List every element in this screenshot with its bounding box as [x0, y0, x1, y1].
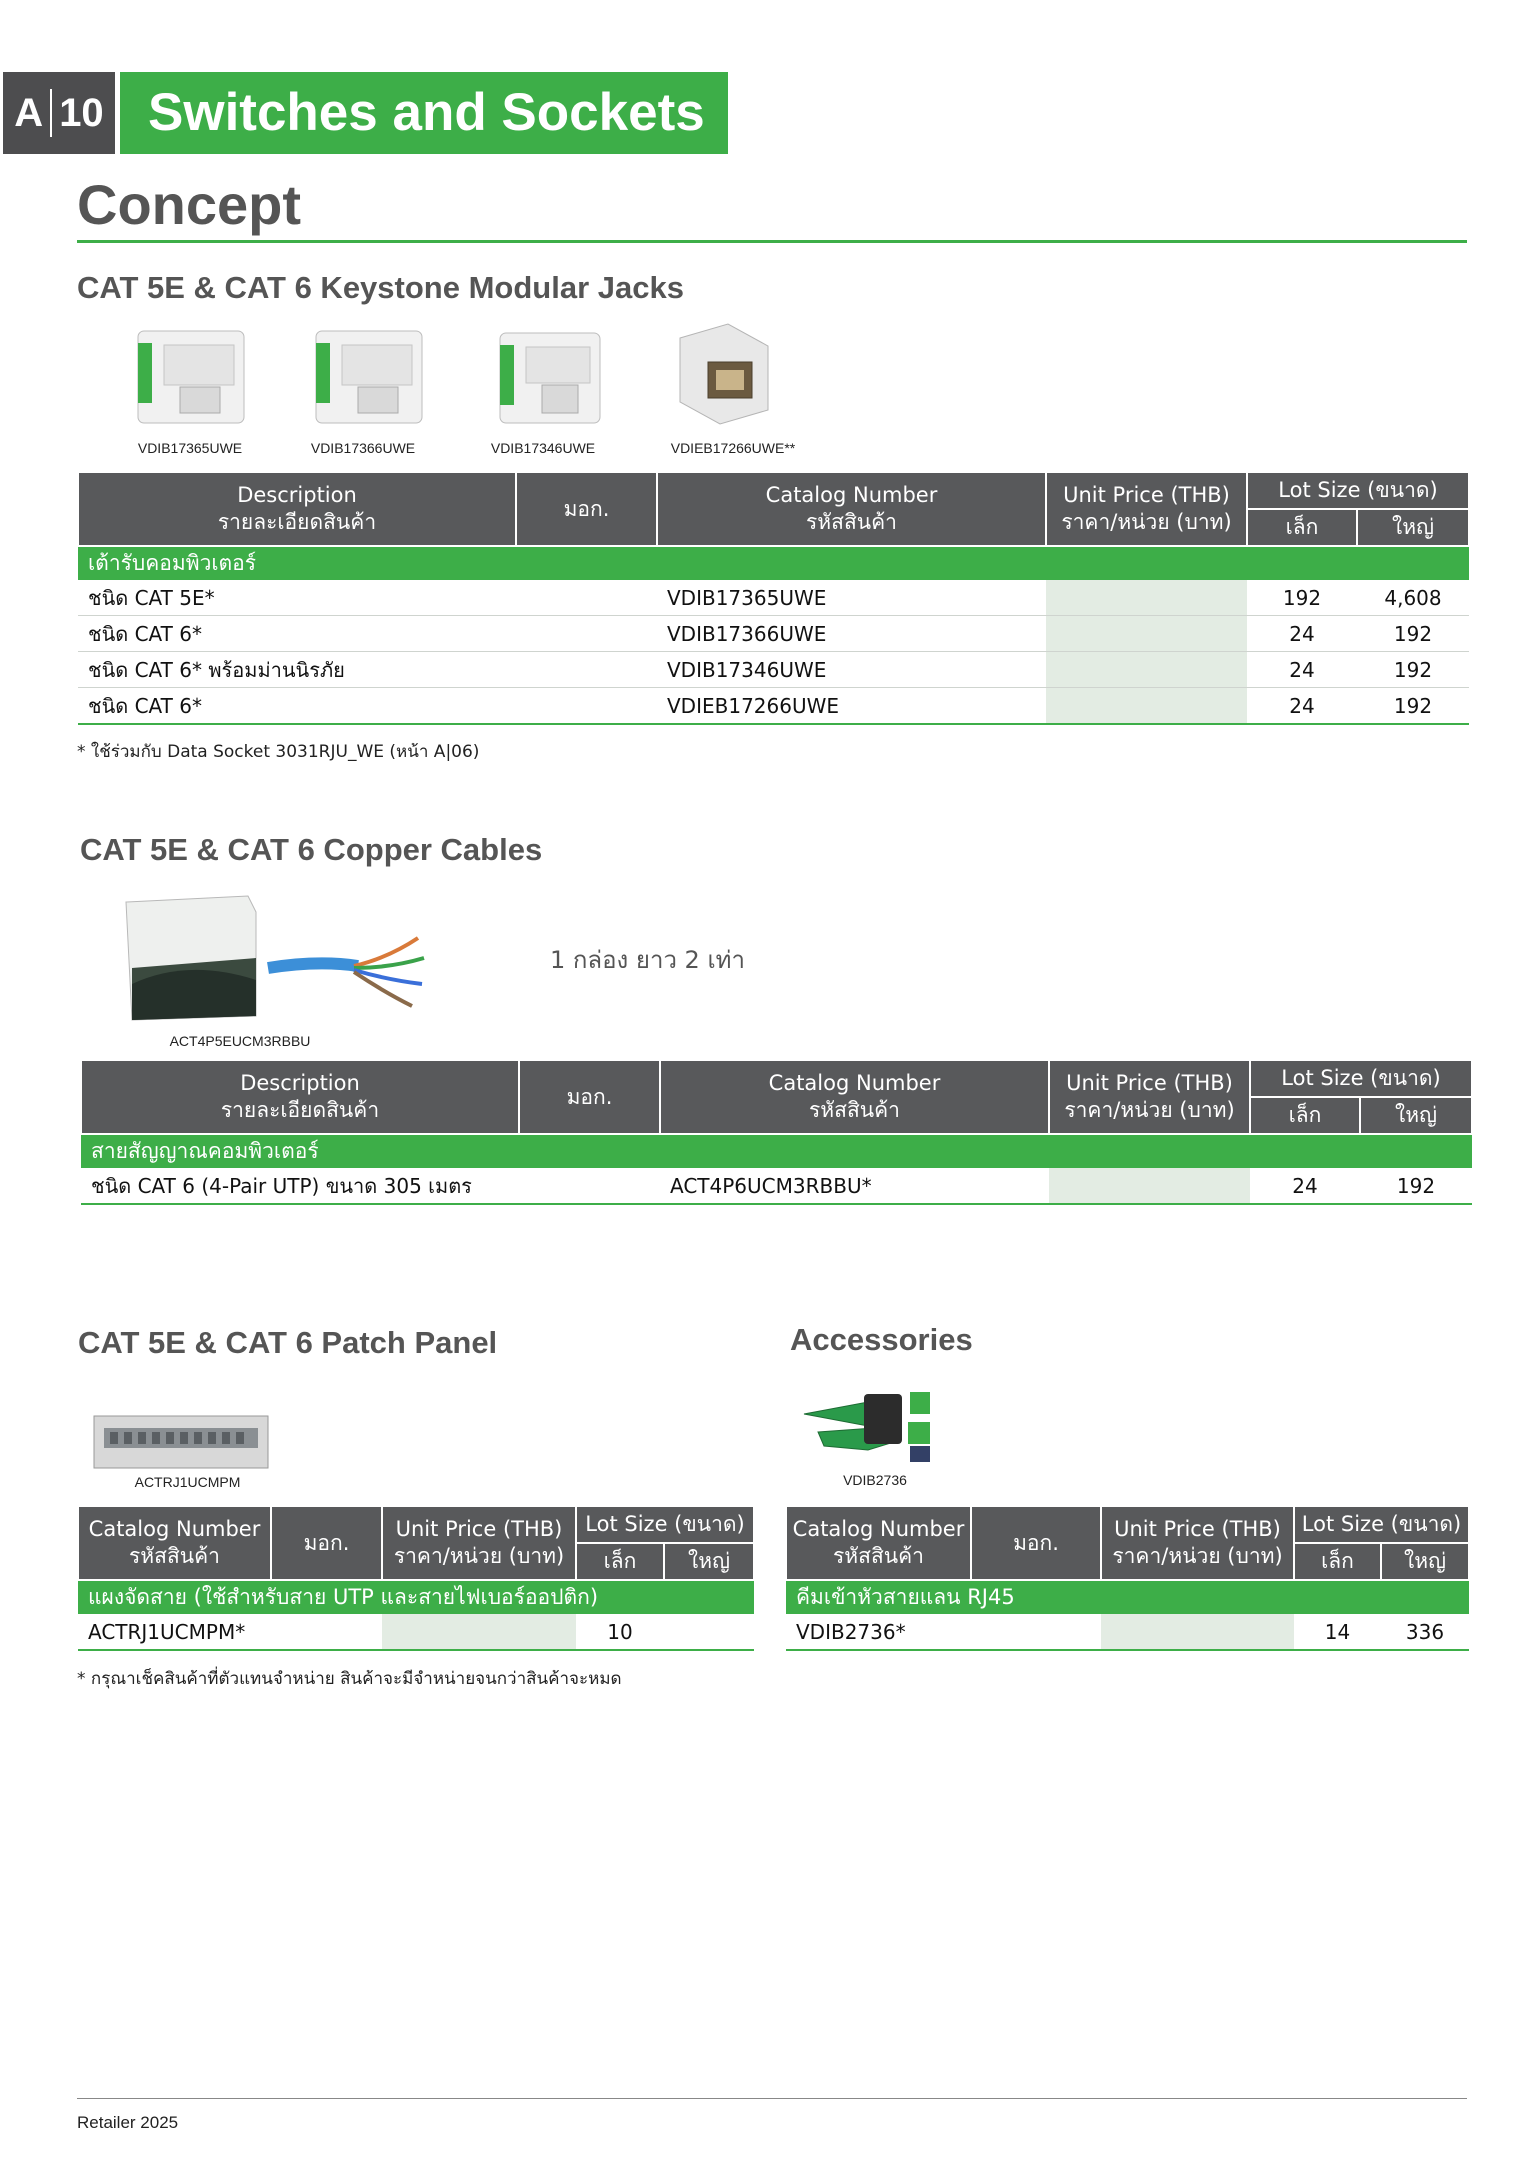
cell-large: 192: [1357, 616, 1469, 652]
patch-code: ACTRJ1UCMPM: [134, 1474, 241, 1490]
footer-text: Retailer 2025: [77, 2113, 179, 2132]
cell-description: ชนิด CAT 6 (4-Pair UTP) ขนาด 305 เมตร: [81, 1168, 519, 1204]
cell-price: [1046, 580, 1247, 616]
cell-price: [1046, 616, 1247, 652]
cell-description: ชนิด CAT 6*: [78, 616, 516, 652]
table-row: [81, 1168, 1472, 1204]
th-large: ใหญ่: [1360, 1097, 1472, 1134]
th-description: Description รายละเอียดสินค้า: [81, 1060, 519, 1134]
cables-table: [80, 1059, 1473, 1205]
table-row: [786, 1614, 1469, 1650]
cell-small: 24: [1247, 688, 1357, 725]
group-label: เต้ารับคอมพิวเตอร์: [78, 546, 1469, 580]
cell-price: [382, 1614, 576, 1650]
patch-panel-image: [90, 1410, 272, 1474]
cell-catalog: ACT4P6UCM3RBBU*: [660, 1168, 1049, 1204]
cables-section-title: CAT 5E & CAT 6 Copper Cables: [80, 832, 543, 867]
cable-box-image: [118, 888, 448, 1028]
box-length-note: 1 กล่อง ยาว 2 เท่า: [550, 946, 745, 974]
cell-catalog: ACTRJ1UCMPM*: [78, 1614, 271, 1650]
th-lot-size: Lot Size (ขนาด): [1250, 1060, 1472, 1097]
keystone-code-2: VDIB17366UWE: [310, 440, 416, 456]
page-title: Switches and Sockets: [120, 72, 728, 154]
footer-rule: [77, 2098, 1467, 2099]
cell-price: [1101, 1614, 1294, 1650]
table-row: [78, 616, 1469, 652]
th-small: เล็ก: [1250, 1097, 1360, 1134]
th-mok: มอก.: [271, 1506, 382, 1580]
group-label: คีมเข้าหัวสายแลน RJ45: [786, 1580, 1469, 1614]
cell-description: ชนิด CAT 5E*: [78, 580, 516, 616]
badge-divider: [50, 89, 52, 137]
cell-mok: [271, 1614, 382, 1650]
cell-small: 24: [1247, 616, 1357, 652]
section-letter: A: [14, 90, 44, 135]
keystone-jack-image-4: [668, 318, 780, 430]
table-row: [78, 652, 1469, 688]
cell-description: ชนิด CAT 6*: [78, 688, 516, 725]
accessory-code: VDIB2736: [843, 1472, 907, 1488]
cell-catalog: VDIB2736*: [786, 1614, 971, 1650]
patch-section-title: CAT 5E & CAT 6 Patch Panel: [78, 1325, 498, 1360]
cell-large: 336: [1381, 1614, 1469, 1650]
cell-mok: [516, 652, 657, 688]
th-lot-size: Lot Size (ขนาด): [576, 1506, 754, 1543]
cell-large: [664, 1614, 754, 1650]
cell-price: [1049, 1168, 1250, 1204]
th-catalog: Catalog Number รหัสสินค้า: [660, 1060, 1049, 1134]
keystone-jack-image-3: [490, 325, 612, 430]
th-price: Unit Price (THB) ราคา/หน่วย (บาท): [382, 1506, 576, 1580]
th-large: ใหญ่: [1357, 509, 1469, 546]
th-mok: มอก.: [516, 472, 657, 546]
keystone-jack-image-1: [130, 325, 252, 430]
keystone-code-3: VDIB17346UWE: [490, 440, 596, 456]
cell-small: 24: [1247, 652, 1357, 688]
th-mok: มอก.: [519, 1060, 660, 1134]
cell-small: 192: [1247, 580, 1357, 616]
th-price: Unit Price (THB) ราคา/หน่วย (บาท): [1046, 472, 1247, 546]
th-price: Unit Price (THB) ราคา/หน่วย (บาท): [1101, 1506, 1294, 1580]
title-rule: [77, 240, 1467, 243]
cell-catalog: VDIEB17266UWE: [657, 688, 1046, 725]
cell-catalog: VDIB17366UWE: [657, 616, 1046, 652]
group-label: สายสัญญาณคอมพิวเตอร์: [81, 1134, 1472, 1168]
cell-mok: [516, 616, 657, 652]
patch-table: [77, 1505, 755, 1651]
cell-large: 4,608: [1357, 580, 1469, 616]
cell-large: 192: [1357, 688, 1469, 725]
cell-small: 24: [1250, 1168, 1360, 1204]
keystone-footnote: * ใช้ร่วมกับ Data Socket 3031RJU_WE (หน้า A|06): [77, 742, 480, 762]
th-lot-size: Lot Size (ขนาด): [1247, 472, 1469, 509]
th-price: Unit Price (THB) ราคา/หน่วย (บาท): [1049, 1060, 1250, 1134]
th-small: เล็ก: [1247, 509, 1357, 546]
keystone-code-1: VDIB17365UWE: [137, 440, 243, 456]
cell-price: [1046, 688, 1247, 725]
th-small: เล็ก: [576, 1543, 664, 1580]
cell-small: 14: [1294, 1614, 1381, 1650]
th-large: ใหญ่: [664, 1543, 754, 1580]
keystone-table: [77, 471, 1470, 725]
cell-large: 192: [1360, 1168, 1472, 1204]
th-lot-size: Lot Size (ขนาด): [1294, 1506, 1469, 1543]
cell-price: [1046, 652, 1247, 688]
table-row: [78, 580, 1469, 616]
cell-mok: [971, 1614, 1101, 1650]
keystone-code-4: VDIEB17266UWE**: [670, 440, 796, 456]
cell-mok: [516, 580, 657, 616]
th-description: Description รายละเอียดสินค้า: [78, 472, 516, 546]
keystone-section-title: CAT 5E & CAT 6 Keystone Modular Jacks: [77, 270, 684, 305]
crimp-tool-image: [798, 1372, 958, 1466]
table-row: [78, 688, 1469, 725]
accessories-section-title: Accessories: [790, 1322, 973, 1357]
th-catalog: Catalog Number รหัสสินค้า: [786, 1506, 971, 1580]
th-mok: มอก.: [971, 1506, 1101, 1580]
page-number-badge: [3, 72, 115, 154]
th-catalog: Catalog Number รหัสสินค้า: [657, 472, 1046, 546]
cell-mok: [519, 1168, 660, 1204]
patch-footnote: * กรุณาเช็คสินค้าที่ตัวแทนจำหน่าย สินค้าจะมีจำหน่ายจนกว่าสินค้าจะหมด: [77, 1669, 622, 1689]
cell-mok: [516, 688, 657, 725]
keystone-jack-image-2: [308, 325, 430, 430]
cell-small: 10: [576, 1614, 664, 1650]
page-number: 10: [59, 90, 104, 135]
th-small: เล็ก: [1294, 1543, 1381, 1580]
accessories-table: [785, 1505, 1470, 1651]
range-title: Concept: [77, 173, 301, 236]
cell-catalog: VDIB17365UWE: [657, 580, 1046, 616]
cell-large: 192: [1357, 652, 1469, 688]
th-large: ใหญ่: [1381, 1543, 1469, 1580]
cell-catalog: VDIB17346UWE: [657, 652, 1046, 688]
table-row: [78, 1614, 754, 1650]
group-label: แผงจัดสาย (ใช้สำหรับสาย UTP และสายไฟเบอร์ออปติก): [78, 1580, 754, 1614]
cell-description: ชนิด CAT 6* พร้อมม่านนิรภัย: [78, 652, 516, 688]
cable-code: ACT4P5EUCM3RBBU: [169, 1033, 311, 1049]
th-catalog: Catalog Number รหัสสินค้า: [78, 1506, 271, 1580]
